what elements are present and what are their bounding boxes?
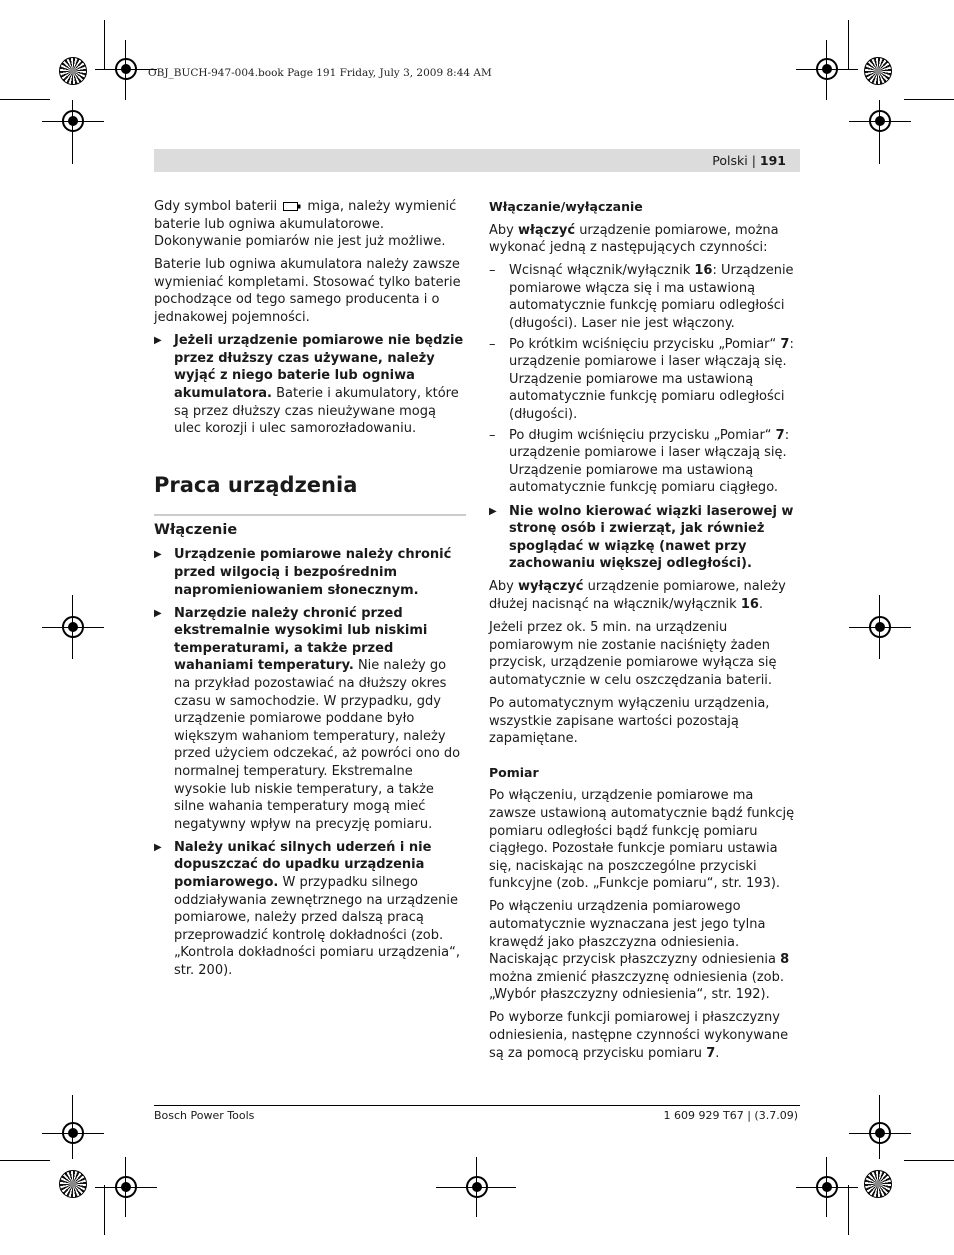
color-rosette-icon	[59, 1170, 87, 1198]
safety-warning: ▶ Należy unikać silnych uderzeń i nie dopuszczać do upadku urządzenia pomiarowego. W przypadku silnego oddziaływania zewnętrznego na urządzenie pomiarowe, należy przed dalszą pracą przeprowadzić kontrolę dokładności (zob. „Kontrola dokładności pomiaru urządzenia“, str. 200).	[154, 839, 466, 980]
registration-mark-icon	[62, 1122, 84, 1144]
color-rosette-icon	[864, 1170, 892, 1198]
paragraph: Po włączeniu urządzenia pomiarowego automatycznie wyznaczana jest jego tylna krawędź jako płaszczyzna odniesienia. Naciskając przycisk płaszczyzny odniesienia 8 można zmienić płaszczyznę odniesienia (zob. „Wybór płaszczyzny odniesienia“, str. 192).	[489, 899, 790, 1003]
footer-brand: Bosch Power Tools	[154, 1109, 255, 1122]
registration-mark-icon	[115, 58, 137, 80]
header-language: Polski	[712, 153, 748, 168]
right-column	[489, 198, 801, 1068]
safety-warning: ▶ Nie wolno kierować wiązki laserowej w stronę osób i zwierząt, jak również spoglądać w wiązkę (nawet przy zachowaniu większej odległości).	[489, 503, 801, 573]
left-column	[154, 198, 466, 985]
registration-mark-icon	[816, 1176, 838, 1198]
footer-doc-number: 1 609 929 T67 | (3.7.09)	[663, 1109, 798, 1122]
safety-warning: ▶ Urządzenie pomiarowe należy chronić przed wilgocią i bezpośrednim napromieniowaniem słonecznym.	[154, 546, 466, 599]
file-header: OBJ_BUCH-947-004.book Page 191 Friday, July 3, 2009 8:44 AM	[148, 67, 492, 79]
list-item: – Po długim wciśnięciu przycisku „Pomiar“ 7: urządzenie pomiarowe i laser włączają się. Urządzenie pomiarowe ma ustawioną automatycznie funkcję pomiaru ciągłego.	[489, 427, 801, 497]
paragraph: Baterie lub ogniwa akumulatora należy zawsze wymieniać kompletami. Stosować tylko baterie pochodzące od tego samego producenta i o jednakowej pojemności.	[154, 257, 461, 326]
registration-mark-icon	[115, 1176, 137, 1198]
color-rosette-icon	[864, 57, 892, 85]
registration-mark-icon	[869, 616, 891, 638]
page-header	[154, 149, 800, 172]
list-item: – Wcisnąć włącznik/wyłącznik 16: Urządzenie pomiarowe włącza się i ma ustawioną automatycznie funkcję pomiaru odległości (długości). Laser nie jest włączony.	[489, 262, 801, 332]
paragraph: Po włączeniu, urządzenie pomiarowe ma zawsze ustawioną automatycznie bądź funkcję pomiaru odległości bądź funkcję pomiaru ciągłego. Pozostałe funkcje pomiaru ustawia się, naciskając na poszczególne przyciski funkcyjne (zob. „Funkcje pomiaru“, str. 193).	[489, 788, 795, 892]
safety-warning: ▶ Narzędzie należy chronić przed ekstremalnie wysokimi lub niskimi temperaturami, a także przed wahaniami temperatury. Nie należy go na przykład pozostawiać na dłuższy okres czasu w samochodzie. W przypadku, gdy urządzenie pomiarowe poddane było większym wahaniom temperatury, należy przed użyciem odczekać, aż powróci ono do normalnej temperatury. Ekstremalne wysokie lub niskie temperatury, a także silne wahania temperatury mogą mieć negatywny wpływ na precyzję pomiaru.	[154, 605, 466, 834]
color-rosette-icon	[59, 57, 87, 85]
registration-mark-icon	[62, 110, 84, 132]
paragraph: Aby włączyć urządzenie pomiarowe, można wykonać jedną z następujących czynności:	[489, 222, 779, 256]
registration-mark-icon	[466, 1176, 488, 1198]
section-title: Praca urządzenia	[154, 472, 358, 497]
registration-mark-icon	[816, 58, 838, 80]
page-number: 191	[759, 153, 786, 168]
footer-divider	[154, 1105, 800, 1106]
safety-warning: ▶ Jeżeli urządzenie pomiarowe nie będzie przez dłuższy czas używane, należy wyjąć z niego baterie lub ogniwa akumulatora. Baterie i akumulatory, które są przez dłuższy czas nieużywane mogą ulec korozji i ulec samorozładowaniu.	[154, 332, 466, 438]
registration-mark-icon	[869, 1122, 891, 1144]
battery-icon	[283, 202, 301, 211]
subsection-title: Włączenie	[154, 514, 466, 540]
paragraph: Jeżeli przez ok. 5 min. na urządzeniu pomiarowym nie zostanie naciśnięty żaden przycisk, urządzenie pomiarowe wyłącza się automatycznie w celu oszczędzania baterii.	[489, 620, 777, 688]
header-separator: |	[751, 153, 756, 168]
paragraph: Aby wyłączyć urządzenie pomiarowe, należy dłużej nacisnąć na włącznik/wyłącznik 16.	[489, 579, 786, 612]
paragraph: Po automatycznym wyłączeniu urządzenia, wszystkie zapisane wartości pozostają zapamiętane.	[489, 695, 770, 747]
list-item: – Po krótkim wciśnięciu przycisku „Pomiar“ 7: urządzenie pomiarowe i laser włączają się. Urządzenie pomiarowe ma ustawioną automatycznie funkcję pomiaru odległości (długości).	[489, 336, 801, 424]
registration-mark-icon	[62, 616, 84, 638]
paragraph: Po wyborze funkcji pomiarowej i płaszczyzny odniesienia, następne czynności wykonywane są za pomocą przycisku pomiaru 7.	[489, 1010, 789, 1061]
registration-mark-icon	[869, 110, 891, 132]
subsection-title: Włączanie/wyłączanie	[489, 199, 643, 214]
paragraph: Gdy symbol baterii miga, należy wymienić baterie lub ogniwa akumulatorowe. Dokonywanie pomiarów nie jest już możliwe.	[154, 199, 457, 250]
subsection-title: Pomiar	[489, 764, 539, 780]
